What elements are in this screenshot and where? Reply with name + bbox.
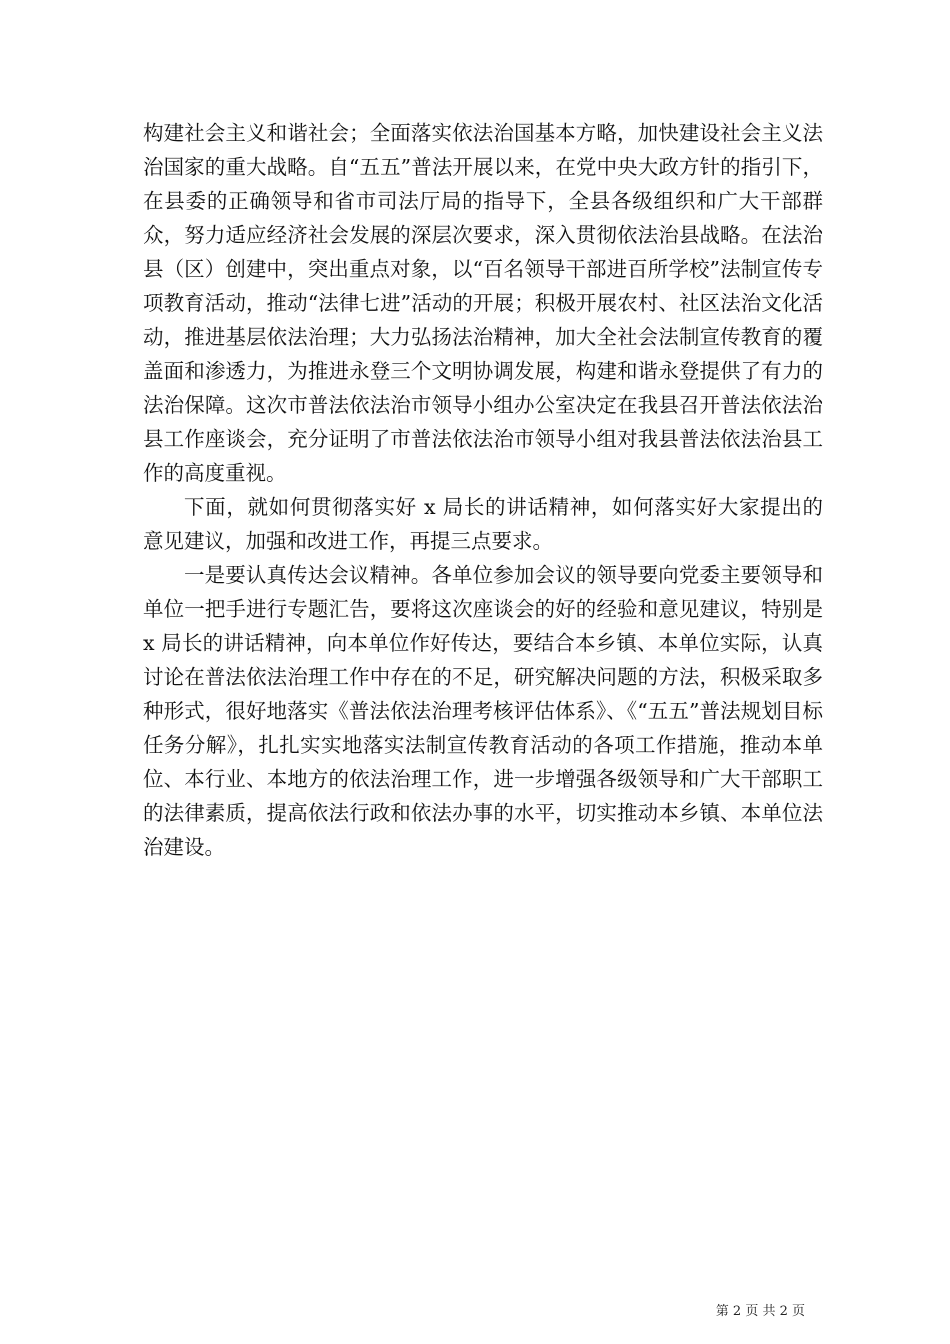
paragraph-first-requirement: 一是要认真传达会议精神。各单位参加会议的领导要向党委主要领导和单位一把手进行专题汇告，要将这次座谈会的好的经验和意见建议，特别是 x 局长的讲话精神，向本单位作好传达，要结合本乡镇、本单位实际，认真讨论在普法依法治理工作中存在的不足，研究解决问题的方法，积极采取多种形式，很好地落实《普法依法治理考核评估体系》、《“五五”普法规划目标任务分解》，扎扎实实地落实法制宣传教育活动的各项工作措施，推动本单位、本行业、本地方的依法治理工作，进一步增强各级领导和广大干部职工的法律素质，提高依法行政和依法办事的水平，切实推动本乡镇、本单位法治建设。 (143, 563, 823, 859)
page-number-footer: 第 2 页 共 2 页 (715, 1304, 805, 1319)
paragraph-continuation: 构建社会主义和谐社会；全面落实依法治国基本方略，加快建设社会主义法治国家的重大战略。自“五五”普法开展以来，在党中央大政方针的指引下，在县委的正确领导和省市司法厅局的指导下，全县各级组织和广大干部群众，努力适应经济社会发展的深层次要求，深入贯彻依法治县战略。在法治县（区）创建中，突出重点对象，以“百名领导干部进百所学校”法制宣传专项教育活动，推动“法律七进”活动的开展；积极开展农村、社区法治文化活动，推进基层依法治理；大力弘扬法治精神，加大全社会法制宣传教育的覆盖面和渗透力，为推进永登三个文明协调发展，构建和谐永登提供了有力的法治保障。这次市普法依法治市领导小组办公室决定在我县召开普法依法治县工作座谈会，充分证明了市普法依法治市领导小组对我县普法依法治县工作的高度重视。 (143, 121, 823, 485)
paragraph-requirements-intro: 下面，就如何贯彻落实好 x 局长的讲话精神，如何落实好大家提出的意见建议，加强和改进工作，再提三点要求。 (143, 495, 823, 553)
document-body (143, 116, 823, 864)
